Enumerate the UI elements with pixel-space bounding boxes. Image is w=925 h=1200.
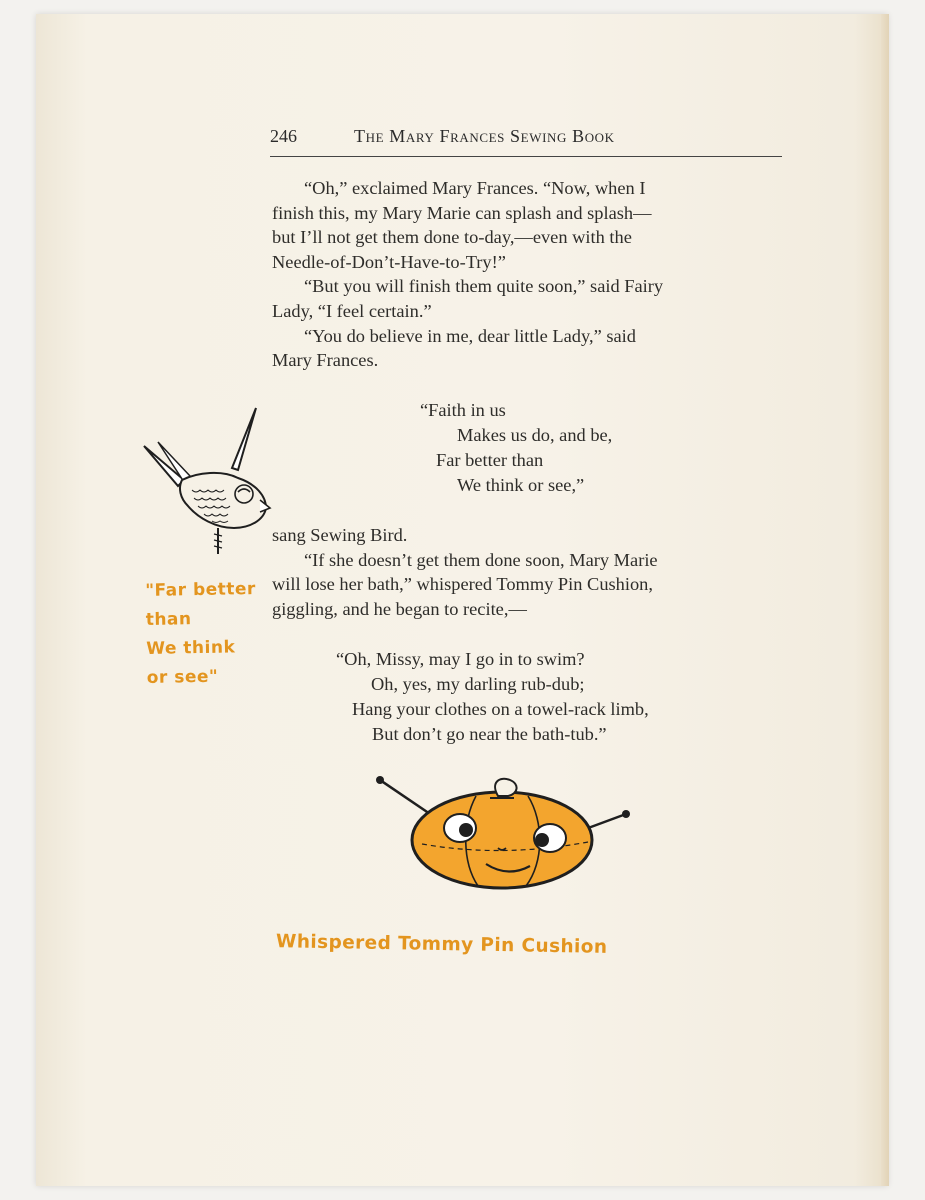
- text-line: but I’ll not get them done to-day,—even with the: [272, 227, 632, 248]
- text-line: will lose her bath,” whispered Tommy Pin Cushion,: [272, 574, 653, 595]
- caption-line: or see": [146, 666, 219, 688]
- page-number: 246: [270, 126, 297, 146]
- prose-block-2: [272, 523, 782, 621]
- page-header: [270, 124, 782, 157]
- text-line: “If she doesn’t get them done soon, Mary Marie: [304, 549, 658, 570]
- tommy-pin-cushion-illustration: [374, 772, 636, 896]
- verse-line: But don’t go near the bath-tub.”: [372, 724, 607, 744]
- running-title: The Mary Frances Sewing Book: [354, 126, 615, 146]
- caption-line: "Far better: [145, 579, 257, 601]
- verse-line: “Oh, Missy, may I go in to swim?: [336, 649, 585, 669]
- sewing-bird-illustration: [138, 404, 273, 560]
- text-line: “But you will finish them quite soon,” said Fairy: [304, 276, 664, 297]
- paragraph: [272, 523, 782, 548]
- text-line: Lady, “I feel certain.”: [272, 300, 432, 321]
- caption-line: than: [145, 609, 192, 630]
- paragraph: [272, 324, 782, 373]
- paragraph: [272, 274, 782, 323]
- verse-line: Oh, yes, my darling rub-dub;: [371, 674, 585, 694]
- text-line: Mary Frances.: [272, 350, 379, 371]
- verse-line: Makes us do, and be,: [457, 425, 613, 445]
- caption-line: We think: [146, 637, 236, 659]
- bird-caption: [145, 575, 258, 693]
- text-line: “You do believe in me, dear little Lady,” said: [304, 325, 636, 346]
- page-edge: [881, 14, 889, 1186]
- paragraph: [272, 548, 782, 622]
- text-line: “Oh,” exclaimed Mary Frances. “Now, when I: [304, 178, 646, 198]
- pincushion-caption: Whispered Tommy Pin Cushion: [275, 931, 608, 958]
- verse-missy: [336, 647, 649, 747]
- verse-line: “Faith in us: [420, 400, 506, 420]
- text-line: giggling, and he began to recite,—: [272, 598, 527, 619]
- verse-line: Hang your clothes on a towel-rack limb,: [352, 699, 649, 719]
- verse-faith: [420, 398, 613, 498]
- paragraph: [272, 176, 782, 274]
- verse-line: Far better than: [436, 450, 544, 470]
- prose-block-1: [272, 176, 782, 373]
- verse-line: We think or see,”: [457, 475, 585, 495]
- text-line: sang Sewing Bird.: [272, 525, 408, 545]
- text-line: Needle-of-Don’t-Have-to-Try!”: [272, 251, 506, 272]
- text-line: finish this, my Mary Marie can splash and splash—: [272, 202, 652, 223]
